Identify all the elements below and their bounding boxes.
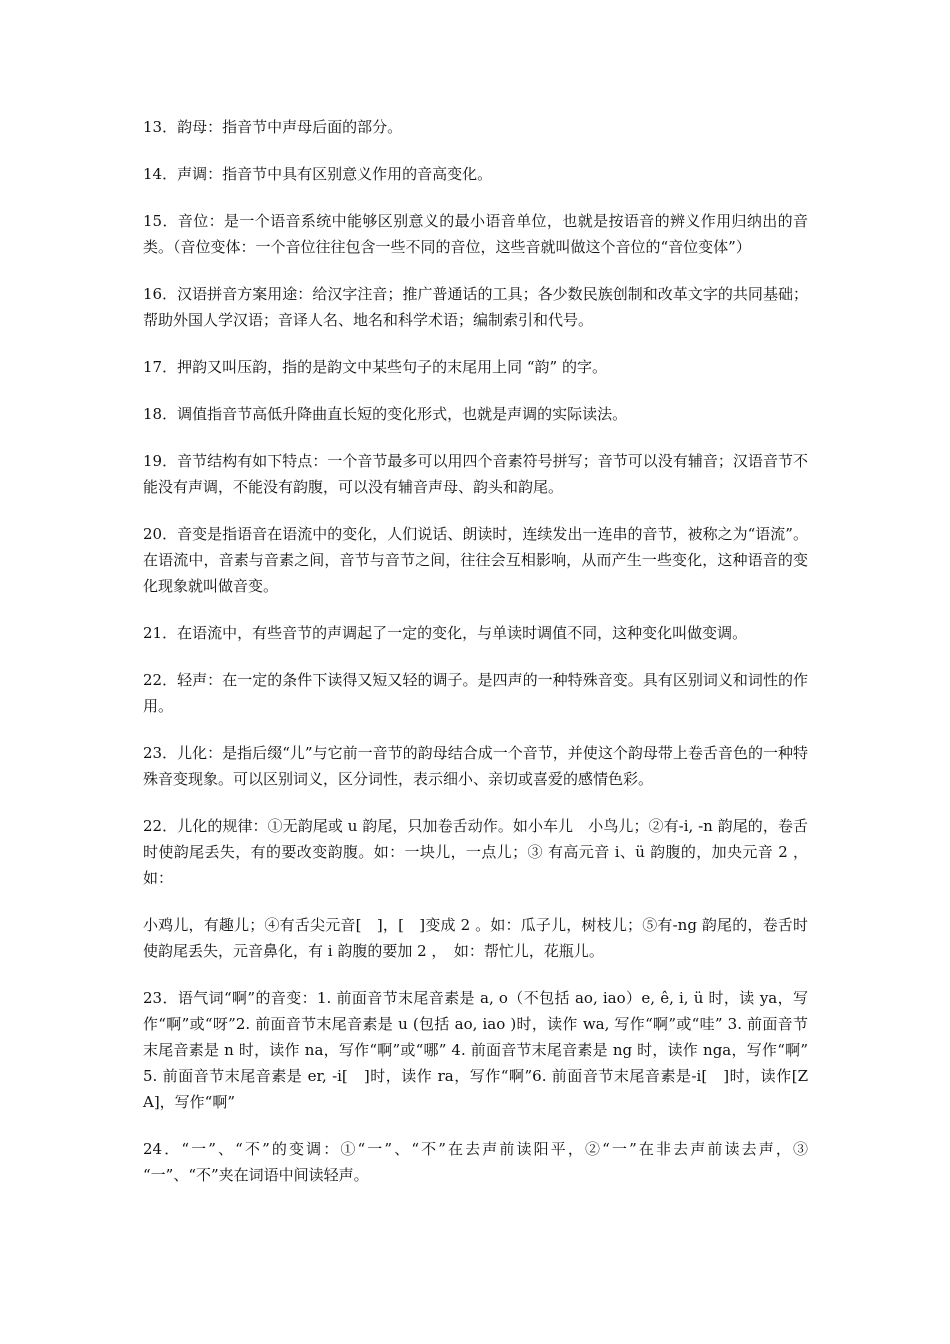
paragraph-13-finals: 13．韵母：指音节中声母后面的部分。	[143, 118, 403, 136]
paragraph-19-syllable-structure: 19．音节结构有如下特点：一个音节最多可以用四个音素符号拼写；音节可以没有辅音；汉语音节不能没有声调，不能没有韵腹，可以没有辅音声母、韵头和韵尾。	[143, 452, 808, 496]
paragraph-22-erhua-rules: 22．儿化的规律：①无韵尾或 u 韵尾，只加卷舌动作。如小车儿 小鸟儿；②有-i, -n 韵尾的，卷舌时使韵尾丢失，有的要改变韵腹。如：一块儿，一点儿；③ 有高元音 i、ü 韵腹的，加央元音 2 ，如：	[143, 817, 808, 887]
document-body	[143, 114, 808, 1209]
paragraph-20-sound-change: 20．音变是指语音在语流中的变化，人们说话、朗读时，连续发出一连串的音节，被称之为“语流”。在语流中，音素与音素之间，音节与音节之间，往往会互相影响，从而产生一些变化，这种语音的变化现象就叫做音变。	[143, 525, 808, 595]
paragraph-23-a-particle: 23．语气词“啊”的音变：1. 前面音节末尾音素是 a, o（不包括 ao, iao）e, ê, i, ü 时，读 ya，写作“啊”或“呀”2. 前面音节末尾音素是 u (包括 ao, iao )时，读作 wa, 写作“啊”或“哇” 3. 前面音节末尾音素是 n 时，读作 na，写作“啊”或“哪” 4. 前面音节末尾音素是 ng 时，读作 nga，写作“啊” 5. 前面音节末尾音素是 er, -i[ ]时，读作 ra，写作“啊”6. 前面音节末尾音素是-i[ ]时，读作[ZA]，写作“啊”	[143, 989, 808, 1111]
paragraph-24-yi-bu-sandhi: 24．“一”、“不”的变调：①“一”、“不”在去声前读阳平，②“一”在非去声前读去声，③ “一”、“不”夹在词语中间读轻声。	[143, 1140, 808, 1184]
paragraph-22-neutral-tone: 22．轻声：在一定的条件下读得又短又轻的调子。是四声的一种特殊音变。具有区别词义和词性的作用。	[143, 671, 808, 715]
paragraph-18-tone-value: 18．调值指音节高低升降曲直长短的变化形式，也就是声调的实际读法。	[143, 405, 628, 423]
paragraph-14-tones: 14．声调：指音节中具有区别意义作用的音高变化。	[143, 165, 493, 183]
paragraph-15-phoneme: 15．音位：是一个语音系统中能够区别意义的最小语音单位，也就是按语音的辨义作用归纳出的音类。（音位变体：一个音位往往包含一些不同的音位，这些音就叫做这个音位的“音位变体”）	[143, 212, 808, 256]
paragraph-erhua-rules-continued: 小鸡儿，有趣儿；④有舌尖元音[ ]，[ ]变成 2 。如：瓜子儿，树枝儿；⑤有-ng 韵尾的，卷舌时使韵尾丢失，元音鼻化，有 i 韵腹的要加 2 ， 如：帮忙儿，花瓶儿。	[143, 916, 808, 960]
paragraph-23-erhua: 23．儿化：是指后缀“儿”与它前一音节的韵母结合成一个音节，并使这个韵母带上卷舌音色的一种特殊音变现象。可以区别词义，区分词性，表示细小、亲切或喜爱的感情色彩。	[143, 744, 808, 788]
paragraph-17-rhyme: 17．押韵又叫压韵，指的是韵文中某些句子的末尾用上同 “韵” 的字。	[143, 358, 607, 376]
paragraph-21-tone-sandhi: 21．在语流中，有些音节的声调起了一定的变化，与单读时调值不同，这种变化叫做变调。	[143, 624, 748, 642]
paragraph-16-pinyin-uses: 16．汉语拼音方案用途：给汉字注音；推广普通话的工具；各少数民族创制和改革文字的共同基础；帮助外国人学汉语；音译人名、地名和科学术语；编制索引和代号。	[143, 285, 808, 329]
